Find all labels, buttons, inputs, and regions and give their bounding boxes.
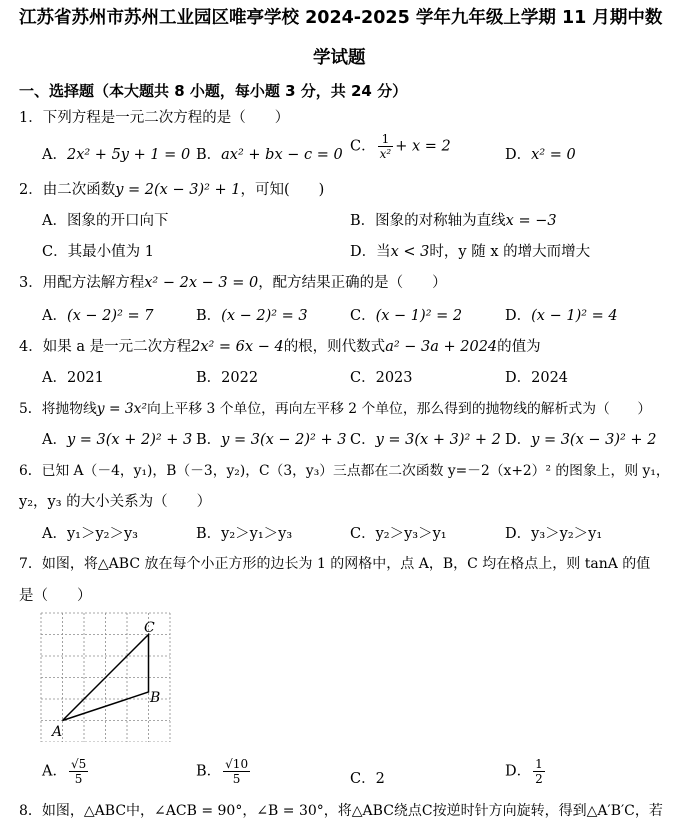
question-3-stem: 3．用配方法解方程x² − 2x − 3 = 0，配方结果正确的是（ ） — [19, 275, 447, 291]
q7-option-a: A． $\frac{√5}{5}$ — [42, 757, 87, 786]
section-heading-choice: 一、选择题（本大题共 8 小题，每小题 3 分，共 24 分） — [19, 82, 408, 100]
q5-option-a: A．y = 3(x + 2)² + 3 — [42, 432, 193, 448]
question-8-stem-line1: 8．如图，△ABC中，∠ACB = 90°，∠B = 30°，将△ABC绕点C按逆时针方向旋转，得到△A′B′C，若 — [19, 803, 663, 819]
question-4-stem: 4．如果 a 是一元二次方程2x² = 6x − 4的根，则代数式a² − 3a + 2024的值为 — [19, 339, 541, 355]
q3-option-b: B．(x − 2)² = 3 — [196, 308, 308, 324]
q5-option-c: C．y = 3(x + 3)² + 2 — [350, 432, 501, 448]
q1-option-c: C． $\frac{1}{\text{x²}}$ + x = 2 — [350, 132, 451, 161]
q3-option-a: A．(x − 2)² = 7 — [42, 308, 154, 324]
label-b: B — [150, 690, 161, 706]
label-c: C — [144, 620, 155, 636]
q3-option-c: C．(x − 1)² = 2 — [350, 308, 463, 324]
q4-option-c: C．2023 — [350, 370, 413, 386]
q2-option-c: C．其最小值为 1 — [42, 244, 154, 260]
q1-option-a: A．2x² + 5y + 1 = 0 — [42, 147, 191, 163]
q1-option-b: B．ax² + bx − c = 0 — [196, 147, 343, 163]
question-7-stem-line2: 是（ ） — [19, 588, 92, 604]
question-6-stem-line2: y₂，y₃ 的大小关系为（ ） — [19, 494, 212, 510]
question-1-stem: 1．下列方程是一元二次方程的是（ ） — [19, 110, 290, 126]
q6-option-b: B．y₂＞y₁＞y₃ — [196, 526, 293, 542]
q7-grid-figure — [38, 610, 178, 742]
q4-option-b: B．2022 — [196, 370, 259, 386]
q5-option-b: B．y = 3(x − 2)² + 3 — [196, 432, 347, 448]
exam-title-line2: 学试题 — [313, 48, 366, 68]
label-a: A — [52, 724, 63, 740]
q7-option-c: C．2 — [350, 771, 385, 787]
q6-option-a: A．y₁＞y₂＞y₃ — [42, 526, 138, 542]
question-5-stem: 5．将抛物线y = 3x²向上平移 3 个单位，再向左平移 2 个单位，那么得到的抛物线的解析式为（ ） — [19, 401, 652, 417]
q2-option-b: B．图象的对称轴为直线x = −3 — [350, 213, 557, 229]
q4-option-d: D．2024 — [505, 370, 569, 386]
exam-title-line1: 江苏省苏州市苏州工业园区唯亭学校 2024-2025 学年九年级上学期 11 月期中数 — [19, 8, 663, 28]
q6-option-c: C．y₂＞y₃＞y₁ — [350, 526, 447, 542]
question-6-stem-line1: 6．已知 A（－4，y₁)，B（－3，y₂)，C（3，y₃）三点都在二次函数 y=－2（x+2）² 的图象上，则 y₁， — [19, 463, 670, 479]
q7-option-b: B． $\frac{√10}{5}$ — [196, 757, 249, 786]
q7-option-d: D． $\frac{1}{2}$ — [505, 757, 543, 786]
q1-option-d: D．x² = 0 — [505, 147, 576, 163]
question-2-stem: 2．由二次函数y = 2(x − 3)² + 1，可知( ) — [19, 182, 325, 198]
q5-option-d: D．y = 3(x − 3)² + 2 — [505, 432, 657, 448]
q2-option-d: D．当x < 3时，y 随 x 的增大而增大 — [350, 244, 591, 260]
q3-option-d: D．(x − 1)² = 4 — [505, 308, 618, 324]
q4-option-a: A．2021 — [42, 370, 104, 386]
triangle-abc — [63, 635, 149, 721]
q2-option-a: A．图象的开口向下 — [42, 213, 169, 229]
q6-option-d: D．y₃＞y₂＞y₁ — [505, 526, 603, 542]
question-7-stem-line1: 7．如图，将△ABC 放在每个小正方形的边长为 1 的网格中，点 A，B，C 均在格点上，则 tanA 的值 — [19, 556, 651, 572]
